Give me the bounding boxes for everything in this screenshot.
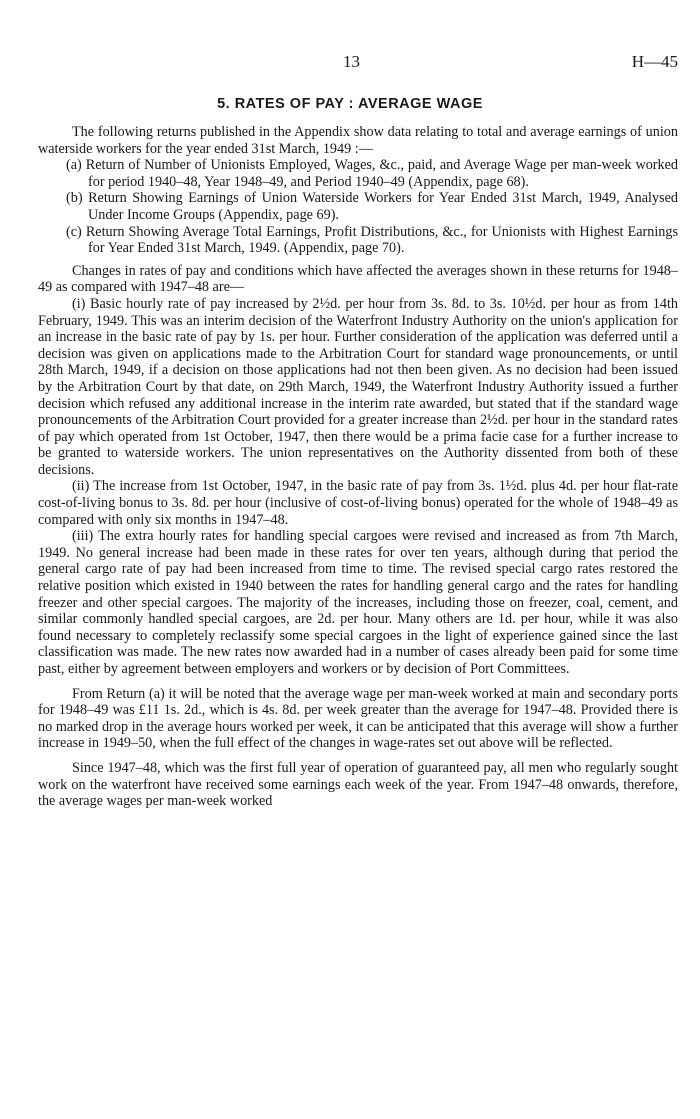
document-body bbox=[38, 124, 678, 810]
section-title: 5. RATES OF PAY : AVERAGE WAGE bbox=[217, 96, 483, 112]
changes-intro-paragraph: Changes in rates of pay and conditions which have affected the averages shown in these returns for 1948–49 as compared with 1947–48 are— bbox=[38, 262, 678, 296]
return-item-a: (a) Return of Number of Unionists Employed, Wages, &c., paid, and Average Wage per man-week worked for period 1940–48, Year 1948–49, and Period 1940–49 (Appendix, page 68). bbox=[66, 157, 678, 190]
change-item-ii: (ii) The increase from 1st October, 1947, in the basic rate of pay from 3s. 1½d. plus 4d. per hour flat-rate cost-of-living bonus to 3s. 8d. per hour (inclusive of cost-of-living bonus) operated for the whole of 1948–49 as compared with only six months in 1947–48. bbox=[38, 478, 678, 528]
return-item-c: (c) Return Showing Average Total Earnings, Profit Distributions, &c., for Unionists with Highest Earnings for Year Ended 31st March, 1949. (Appendix, page 70). bbox=[66, 223, 678, 257]
document-reference: H—45 bbox=[631, 52, 678, 71]
intro-paragraph: The following returns published in the Appendix show data relating to total and average earnings of union waterside workers for the year ended 31st March, 1949 :— bbox=[38, 124, 678, 157]
since-paragraph: Since 1947–48, which was the first full year of operation of guaranteed pay, all men who regularly sought work on the waterfront have received some earnings each week of the year. From 1947–48 onwards, therefore, the average wages per man-week worked bbox=[38, 759, 678, 810]
return-item-b: (b) Return Showing Earnings of Union Waterside Workers for Year Ended 31st March, 1949, Analysed Under Income Groups (Appendix, page 69). bbox=[66, 190, 678, 223]
change-item-i: (i) Basic hourly rate of pay increased by 2½d. per hour from 3s. 8d. to 3s. 10½d. per hour as from 14th February, 1949. This was an interim decision of the Waterfront Industry Authority on the union's application for an increase in the basic rate of pay by 1s. per hour. Further consideration of the application was deferred until a decision was given on applications made to the Arbitration Court for standard wage pronouncements, or until 28th March, 1949, if a decision on those applications had not then been given. As no decision had been issued by the Arbitration Court by that date, on 29th March, 1949, the Waterfront Industry Authority issued a further decision which refused any additional increase in the interim rate awarded, but stated that if the standard wage pronouncements of the Arbitration Court provided for a greater increase than 2½d. per hour in the standard rates of pay which operated from 1st October, 1947, then there would be a prima facie case for a further increase to be granted to waterside workers. The union representatives on the Authority dissented from both of these decisions. bbox=[38, 295, 678, 478]
page-number: 13 bbox=[343, 52, 360, 71]
change-item-iii: (iii) The extra hourly rates for handling special cargoes were revised and increased as from 7th March, 1949. No general increase had been made in these rates for over ten years, although during that period the general cargo rate of pay had been increased from time to time. The revised special cargo rates restored the relative position which existed in 1940 between the rates for handling general cargo and the rates for handling freezer and other special cargoes. The majority of the increases, including those on freezer, coal, cement, and similar commonly handled special cargoes, are 2d. per hour. Many others are 1d. per hour, while it was also found necessary to completely reclassify some special cargoes in the light of experience gained since the last classification was made. The new rates now awarded had in a number of cases already been paid for some time past, either by agreement between employers and workers or by decision of Port Committees. bbox=[38, 528, 678, 677]
return-a-paragraph: From Return (a) it will be noted that the average wage per man-week worked at main and secondary ports for 1948–49 was £11 1s. 2d., which is 4s. 8d. per week greater than the average for 1947–48. Provided there is no marked drop in the average hours worked per week, it can be anticipated that this average will show a further increase in 1949–50, when the full effect of the changes in wage-rates set out above will be reflected. bbox=[38, 685, 678, 752]
